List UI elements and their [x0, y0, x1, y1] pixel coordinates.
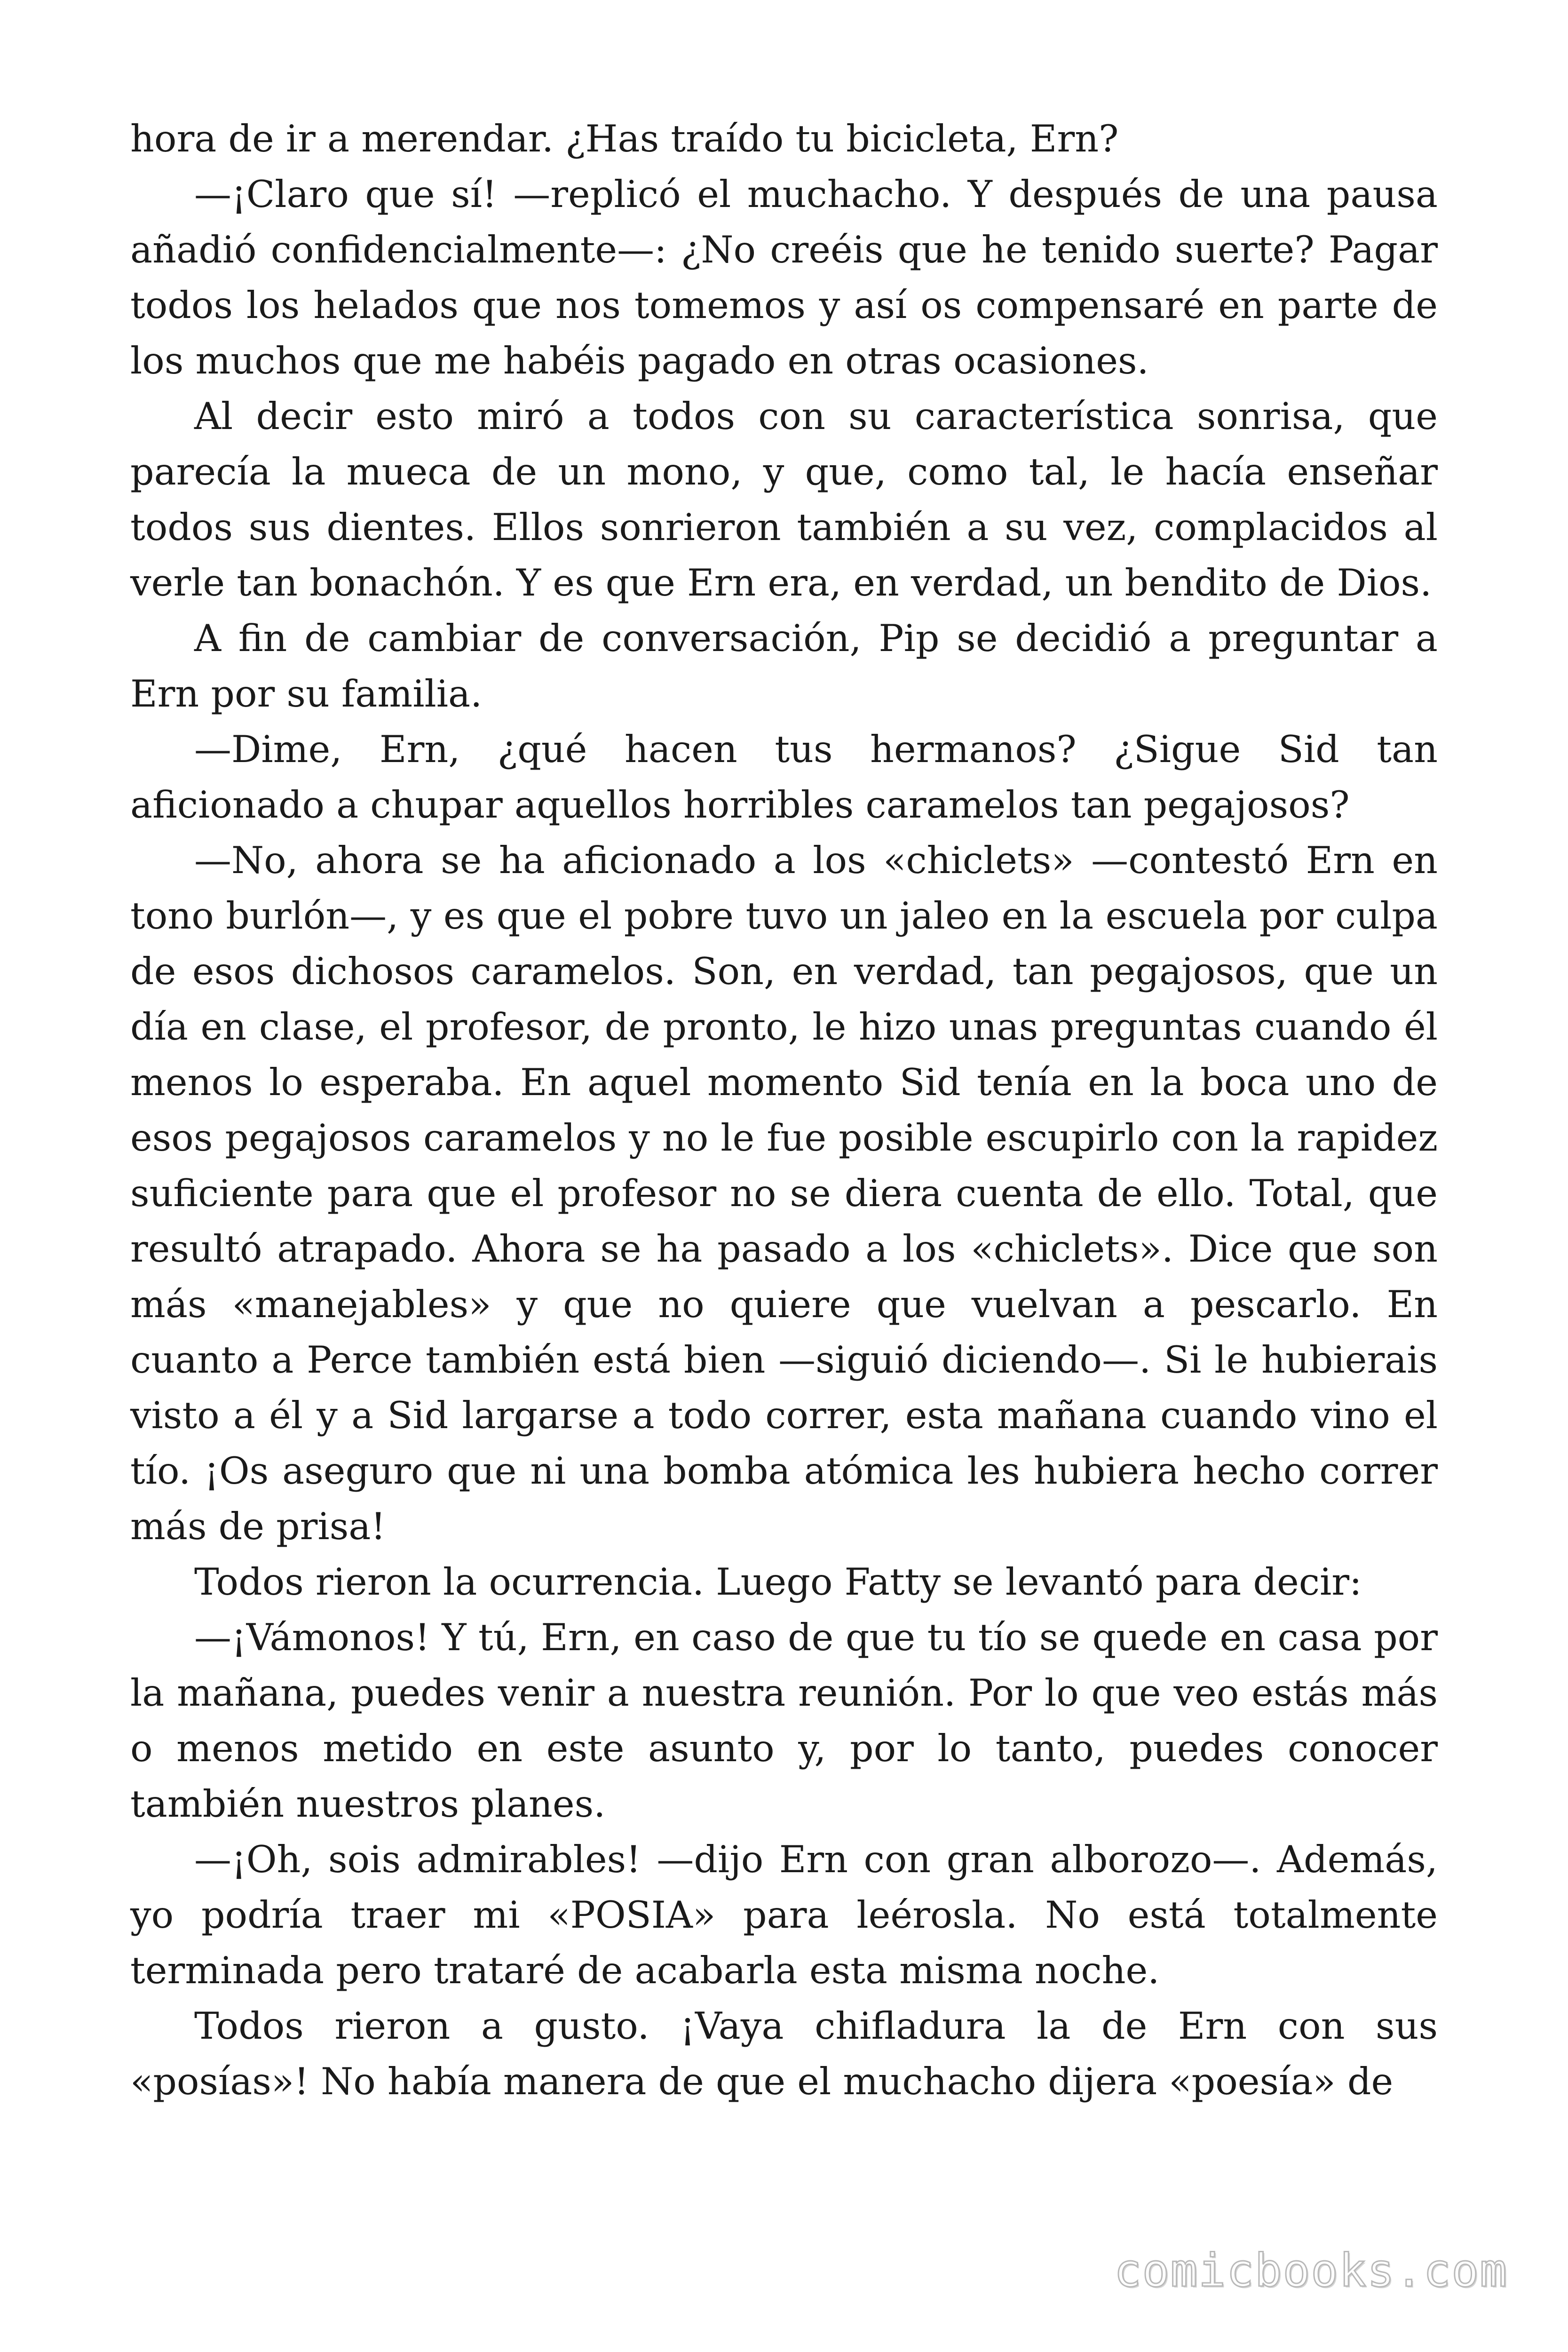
paragraph: —No, ahora se ha aficionado a los «chiclets» —contestó Ern en tono burlón—, y es que el pobre tuvo un jaleo en la escuela por culpa de esos dichosos caramelos. Son, en verdad, tan pegajosos, que un día en clase, el profesor, de pronto, le hizo unas preguntas cuando él menos lo esperaba. En aquel momento Sid tenía en la boca uno de esos pegajosos caramelos y no le fue posible escupirlo con la rapidez suficiente para que el profesor no se diera cuenta de ello. Total, que resultó atrapado. Ahora se ha pasado a los «chiclets». Dice que son más «manejables» y que no quiere que vuelvan a pescarlo. En cuanto a Perce también está bien —siguió diciendo—. Si le hubierais visto a él y a Sid largarse a todo correr, esta mañana cuando vino el tío. ¡Os aseguro que ni una bomba atómica les hubiera hecho correr más de prisa! — [130, 839, 1438, 1548]
paragraph: Al decir esto miró a todos con su característica sonrisa, que parecía la mueca de un mono, y que, como tal, le hacía enseñar todos sus dientes. Ellos sonrieron también a su vez, complacidos al verle tan bonachón. Y es que Ern era, en verdad, un bendito de Dios. — [130, 395, 1438, 604]
paragraph: —¡Vámonos! Y tú, Ern, en caso de que tu tío se quede en casa por la mañana, puedes venir a nuestra reunión. Por lo que veo estás más o menos metido en este asunto y, por lo tanto, puedes conocer también nuestros planes. — [130, 1616, 1438, 1826]
paragraph-continuation: hora de ir a merendar. ¿Has traído tu bicicleta, Ern? — [130, 117, 1119, 160]
paragraph: —Dime, Ern, ¿qué hacen tus hermanos? ¿Sigue Sid tan aficionado a chupar aquellos horribles caramelos tan pegajosos? — [130, 728, 1438, 826]
paragraph: Todos rieron la ocurrencia. Luego Fatty se levantó para decir: — [194, 1560, 1362, 1604]
paragraph: Todos rieron a gusto. ¡Vaya chifladura la de Ern con sus «posías»! No había manera de que el muchacho dijera «poesía» de — [130, 2004, 1438, 2103]
paragraph: —¡Oh, sois admirables! —dijo Ern con gran alborozo—. Además, yo podría traer mi «POSIA» para leérosla. No está totalmente terminada pero trataré de acabarla esta misma noche. — [130, 1838, 1438, 1992]
watermark: comicbooks.com — [1114, 2244, 1508, 2297]
paragraph: —¡Claro que sí! —replicó el muchacho. Y después de una pausa añadió confidencialmente—: ¿No creéis que he tenido suerte? Pagar todos los helados que nos tomemos y así os compensaré en parte de los muchos que me habéis pagado en otras ocasiones. — [130, 173, 1438, 382]
body-text — [130, 111, 1438, 2109]
paragraph: A fin de cambiar de conversación, Pip se decidió a preguntar a Ern por su familia. — [130, 617, 1438, 715]
